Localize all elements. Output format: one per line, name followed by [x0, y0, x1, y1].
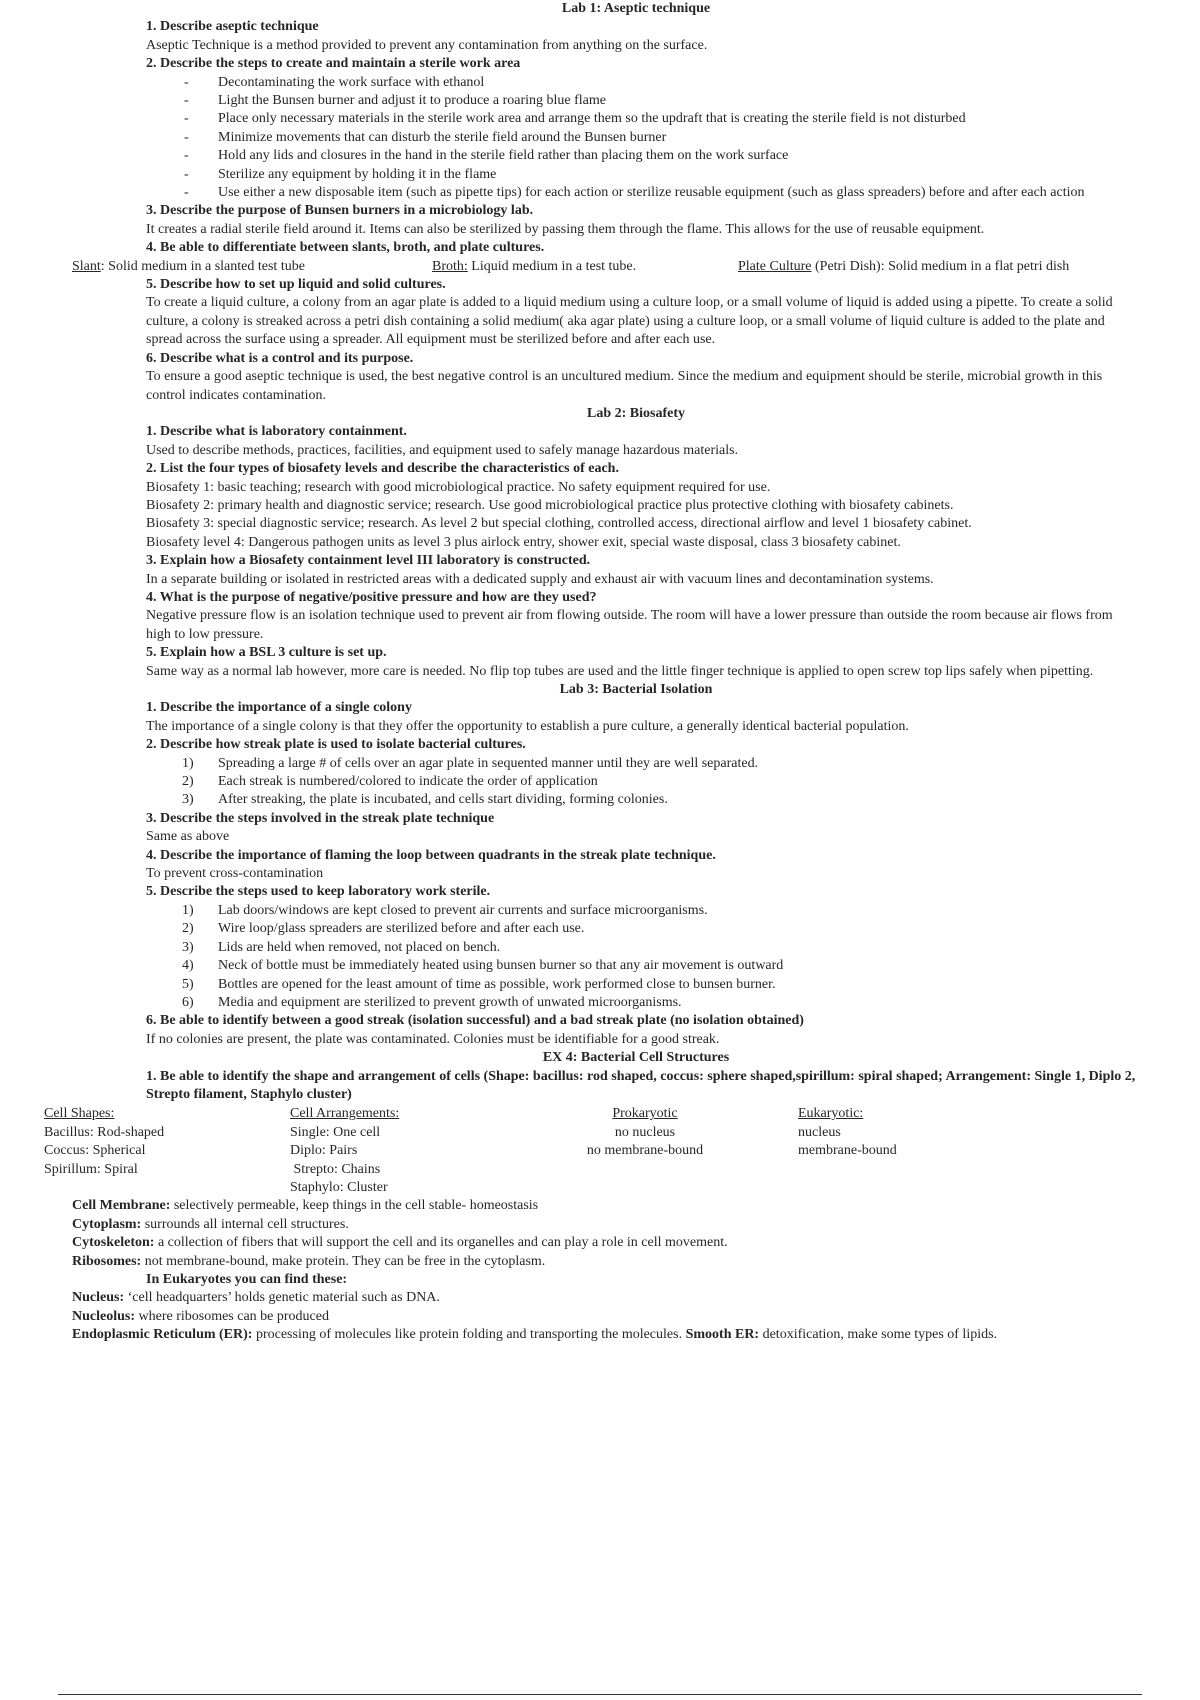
lab3-question-6: 6. Be able to identify between a good streak (isolation successful) and a bad streak plate (no isolation obtained): [146, 1013, 804, 1029]
lab1-answer-3: It creates a radial sterile field around it. Items can also be sterilized by passing them through the flame. This allows for the use of reusable equipment.: [146, 221, 985, 237]
plate-culture-definition: Plate Culture (Petri Dish): Solid medium in a flat petri dish: [738, 258, 1070, 274]
lab2-answer-3: In a separate building or isolated in restricted areas with a dedicated supply and exhaust air with vacuum lines and decontamination systems.: [146, 571, 934, 587]
list-item: - Sterilize any equipment by holding it in the flame: [0, 166, 1200, 184]
list-item: - Use either a new disposable item (such as pipette tips) for each action or sterilize reusable equipment (such as glass spreaders) before and after each action: [0, 184, 1200, 202]
lab2-question-4: 4. What is the purpose of negative/positive pressure and how are they used?: [146, 589, 597, 605]
lab3-question-1: 1. Describe the importance of a single colony: [146, 700, 412, 716]
term-ribosomes: Ribosomes: not membrane-bound, make protein. They can be free in the cytoplasm.: [72, 1253, 546, 1269]
streak-steps-list: [0, 755, 1200, 810]
bullet-dash: -: [184, 111, 189, 127]
list-item: 6) Media and equipment are sterilized to prevent growth of unwated microorganisms.: [182, 994, 682, 1010]
broth-definition: Broth: Liquid medium in a test tube.: [432, 258, 637, 274]
term-cell-membrane: Cell Membrane: selectively permeable, keep things in the cell stable- homeostasis: [72, 1198, 539, 1214]
lab1-question-2: 2. Describe the steps to create and maintain a sterile work area: [146, 56, 521, 72]
ex4-title: EX 4: Bacterial Cell Structures: [542, 1050, 730, 1066]
list-item: 5) Bottles are opened for the least amount of time as possible, work performed close to bunsen burner.: [182, 976, 776, 992]
lab1-question-4: 4. Be able to differentiate between slants, broth, and plate cultures.: [146, 240, 545, 256]
cell-shapes-column: Cell Shapes: Bacillus: Rod-shaped Coccus: Spherical Spirillum: Spiral: [44, 1106, 165, 1177]
sterile-steps-list: [0, 902, 1200, 1012]
lab1-question-6: 6. Describe what is a control and its purpose.: [146, 350, 414, 366]
bullet-dash: -: [184, 166, 189, 182]
list-item: 1) Spreading a large # of cells over an agar plate in sequented manner until they are well separated.: [182, 755, 759, 771]
lab2-title: Lab 2: Biosafety: [587, 405, 685, 421]
lab1-question-5: 5. Describe how to set up liquid and solid cultures.: [146, 277, 446, 293]
list-item: 2) Wire loop/glass spreaders are sterilized before and after each use.: [182, 921, 585, 937]
lab3-answer-3: Same as above: [146, 829, 230, 845]
list-item: 4) Neck of bottle must be immediately heated using bunsen burner so that any air movement is outward: [182, 958, 784, 974]
lab3-question-5: 5. Describe the steps used to keep laboratory work sterile.: [146, 884, 491, 900]
list-item: 3) Lids are held when removed, not placed on bench.: [182, 939, 501, 955]
lab2-question-1: 1. Describe what is laboratory containment.: [146, 424, 407, 440]
lab1-question-1: 1. Describe aseptic technique: [146, 19, 319, 35]
cell-types-table: [0, 1105, 1200, 1197]
lab2-question-3: 3. Explain how a Biosafety containment level III laboratory is constructed.: [146, 553, 591, 569]
bullet-dash: -: [184, 129, 189, 145]
list-item: - Place only necessary materials in the sterile work area and arrange them so the updraft that is creating the sterile field is not disturbed: [0, 110, 1200, 128]
lab2-answer-5: Same way as a normal lab however, more care is needed. No flip top tubes are used and the little finger technique is applied to open screw top lips safely when pipetting.: [146, 663, 1094, 679]
lab2-question-5: 5. Explain how a BSL 3 culture is set up.: [146, 645, 387, 661]
term-nucleus: Nucleus: ‘cell headquarters’ holds genetic material such as DNA.: [72, 1290, 440, 1306]
lab3-answer-1: The importance of a single colony is that they offer the opportunity to establish a pure culture, a generally identical bacterial population.: [146, 718, 909, 734]
lab1-answer-6: To ensure a good aseptic technique is used, the best negative control is an uncultured medium. Since the medium and equipment should be sterile, microbial growth in this control indicates contamination.: [146, 369, 1103, 403]
lab2-question-2: 2. List the four types of biosafety levels and describe the characteristics of each.: [146, 461, 619, 477]
eukaryotes-subheading: In Eukaryotes you can find these:: [146, 1271, 348, 1287]
lab3-question-2: 2. Describe how streak plate is used to isolate bacterial cultures.: [146, 737, 526, 753]
lab1-answer-5: To create a liquid culture, a colony from an agar plate is added to a liquid medium using a culture loop, or a small volume of liquid is added using a pipette. To create a solid culture, a colony is streaked across a petri dish containing a solid medium( aka agar plate) using a culture loop, or a small volume of liquid culture is added to the plate and spread across the surface using a spreader. All equipment must be sterilized before and after each use.: [146, 295, 1113, 348]
lab2-answer-1: Used to describe methods, practices, facilities, and equipment used to safely manage hazardous materials.: [146, 442, 739, 458]
list-item: 1) Lab doors/windows are kept closed to prevent air currents and surface microorganisms.: [182, 902, 708, 918]
lab3-title: Lab 3: Bacterial Isolation: [559, 682, 713, 698]
lab3-answer-6: If no colonies are present, the plate was contaminated. Colonies must be identifiable for a good streak.: [146, 1031, 720, 1047]
lab2-answer-4: Negative pressure flow is an isolation technique used to prevent air from flowing outside. The room will have a lower pressure than outside the room because air flows from high to low pressure.: [146, 608, 1113, 642]
ex4-question-1: 1. Be able to identify the shape and arrangement of cells (Shape: bacillus: rod shaped, coccus: sphere shaped,spirillum: spiral shaped; Arrangement: Single 1, Diplo 2, Strepto filament, Staphylo cluster): [146, 1068, 1136, 1102]
term-nucleolus: Nucleolus: where ribosomes can be produced: [72, 1308, 329, 1324]
slant-definition: Slant: Solid medium in a slanted test tube: [72, 258, 305, 274]
biosafety-level-1: Biosafety 1: basic teaching; research with good microbiological practice. No safety equipment required for use.: [146, 479, 771, 495]
list-item: - Decontaminating the work surface with ethanol: [0, 74, 1200, 92]
cell-arrangements-column: Cell Arrangements: Single: One cell Diplo: Pairs Strepto: Chains Staphylo: Cluster: [290, 1106, 400, 1195]
prokaryotic-column: Prokaryotic no nucleus no membrane-bound: [586, 1106, 704, 1159]
bullet-dash: -: [184, 148, 189, 164]
list-item: - Light the Bunsen burner and adjust it to produce a roaring blue flame: [0, 92, 1200, 110]
bullet-dash: -: [184, 93, 189, 109]
term-cytoskeleton: Cytoskeleton: a collection of fibers that will support the cell and its organelles and can play a role in cell movement.: [72, 1235, 728, 1251]
bullet-dash: -: [184, 185, 189, 201]
lab3-question-4: 4. Describe the importance of flaming the loop between quadrants in the streak plate technique.: [146, 847, 716, 863]
footer-rule: [58, 1694, 1142, 1695]
biosafety-level-2: Biosafety 2: primary health and diagnostic service; research. Use good microbiological practice plus protective clothing with biosafety cabinets.: [146, 497, 954, 513]
list-item: 3) After streaking, the plate is incubated, and cells start dividing, forming colonies.: [182, 792, 668, 808]
lab1-question-3: 3. Describe the purpose of Bunsen burners in a microbiology lab.: [146, 203, 534, 219]
biosafety-level-4: Biosafety level 4: Dangerous pathogen units as level 3 plus airlock entry, shower exit, special waste disposal, class 3 biosafety cabinet.: [146, 534, 901, 550]
list-item: - Minimize movements that can disturb the sterile field around the Bunsen burner: [0, 129, 1200, 147]
list-item: 2) Each streak is numbered/colored to indicate the order of application: [182, 774, 598, 790]
lab1-title: Lab 1: Aseptic technique: [561, 1, 711, 16]
lab1-steps-list: [0, 74, 1200, 203]
term-cytoplasm: Cytoplasm: surrounds all internal cell structures.: [72, 1216, 349, 1232]
lab3-question-3: 3. Describe the steps involved in the streak plate technique: [146, 810, 495, 826]
eukaryotic-column: Eukaryotic: nucleus membrane-bound: [798, 1106, 897, 1159]
biosafety-level-3: Biosafety 3: special diagnostic service; research. As level 2 but special clothing, controlled access, directional airflow and level 1 biosafety cabinet.: [146, 516, 972, 532]
culture-types-row: [0, 258, 1200, 276]
term-endoplasmic-reticulum: Endoplasmic Reticulum (ER): processing of molecules like protein folding and transporting the molecules. Smooth ER: detoxification, make some types of lipids.: [72, 1327, 998, 1343]
bullet-dash: -: [184, 74, 189, 90]
lab1-answer-1: Aseptic Technique is a method provided to prevent any contamination from anything on the surface.: [146, 37, 708, 53]
list-item: - Hold any lids and closures in the hand in the sterile field rather than placing them on the work surface: [0, 147, 1200, 165]
lab3-answer-4: To prevent cross-contamination: [146, 866, 324, 882]
